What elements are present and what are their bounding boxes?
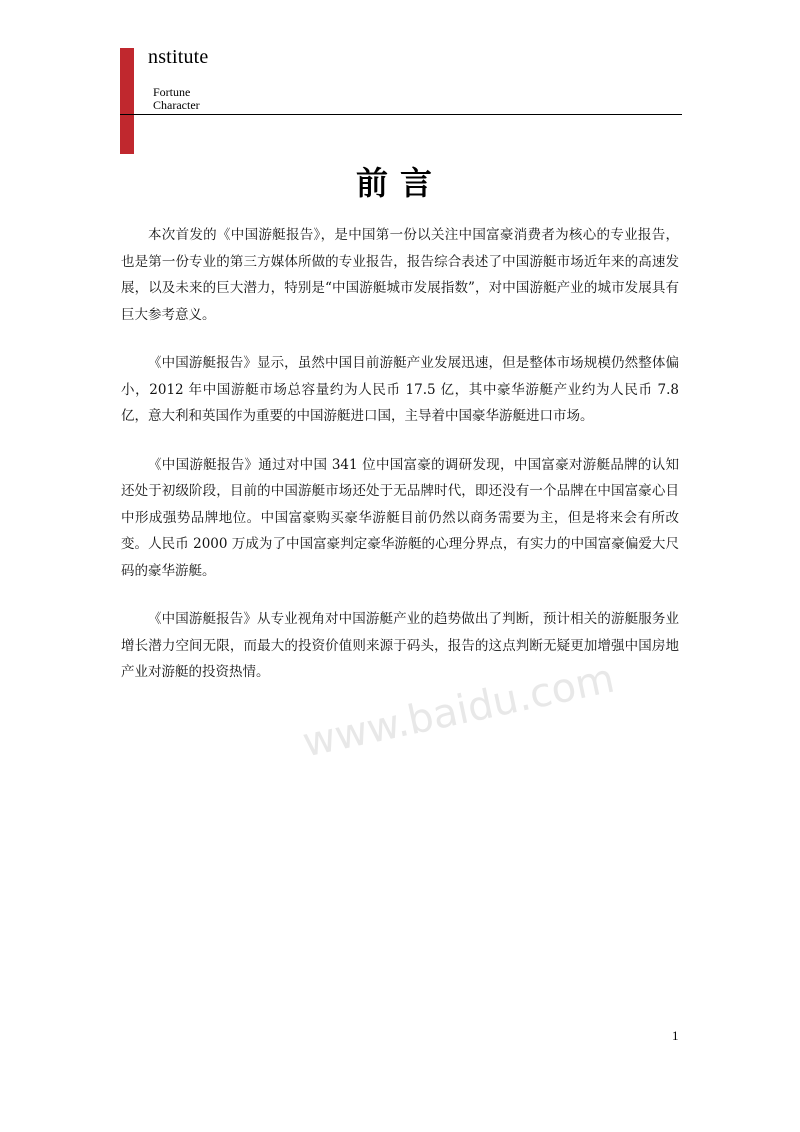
page-number: 1 [672,1028,679,1043]
paragraph-1: 本次首发的《中国游艇报告》，是中国第一份以关注中国富豪消费者为核心的专业报告，也是第一份专业的第三方媒体所做的专业报告，报告综合表述了中国游艇市场近年来的高速发展，以及未来的巨大潜力，特别是“中国游艇城市发展指数”，对中国游艇产业的城市发展具有巨大参考意义。 [121,227,679,323]
logo-line-character: Character [153,98,200,112]
logo-subtitle [153,86,200,112]
body-text [121,222,679,708]
logo-line-fortune: Fortune [153,85,191,99]
logo-institute-text: nstitute [148,46,209,68]
watermark: www.baidu.com [298,655,619,767]
page-title: 前言 [355,164,444,202]
logo-i-bar [120,48,134,154]
header-rule [120,114,682,115]
paragraph-3: 《中国游艇报告》通过对中国 341 位中国富豪的调研发现，中国富豪对游艇品牌的认知还处于初级阶段，目前的中国游艇市场还处于无品牌时代，即还没有一个品牌在中国富豪心目中形成强势品牌地位。中国富豪购买豪华游艇目前仍然以商务需要为主，但是将来会有所改变。人民币 2000 万成为了中国富豪判定豪华游艇的心理分界点，有实力的中国富豪偏爱大尺码的豪华游艇。 [121,456,679,579]
paragraph-4: 《中国游艇报告》从专业视角对中国游艇产业的趋势做出了判断，预计相关的游艇服务业增长潜力空间无限，而最大的投资价值则来源于码头，报告的这点判断无疑更加增强中国房地产业对游艇的投资热情。 [121,611,679,680]
paragraph-2: 《中国游艇报告》显示，虽然中国目前游艇产业发展迅速，但是整体市场规模仍然整体偏小，2012 年中国游艇市场总容量约为人民币 17.5 亿，其中豪华游艇产业约为人民币 7.8 亿，意大利和英国作为重要的中国游艇进口国，主导着中国豪华游艇进口市场。 [121,355,679,424]
